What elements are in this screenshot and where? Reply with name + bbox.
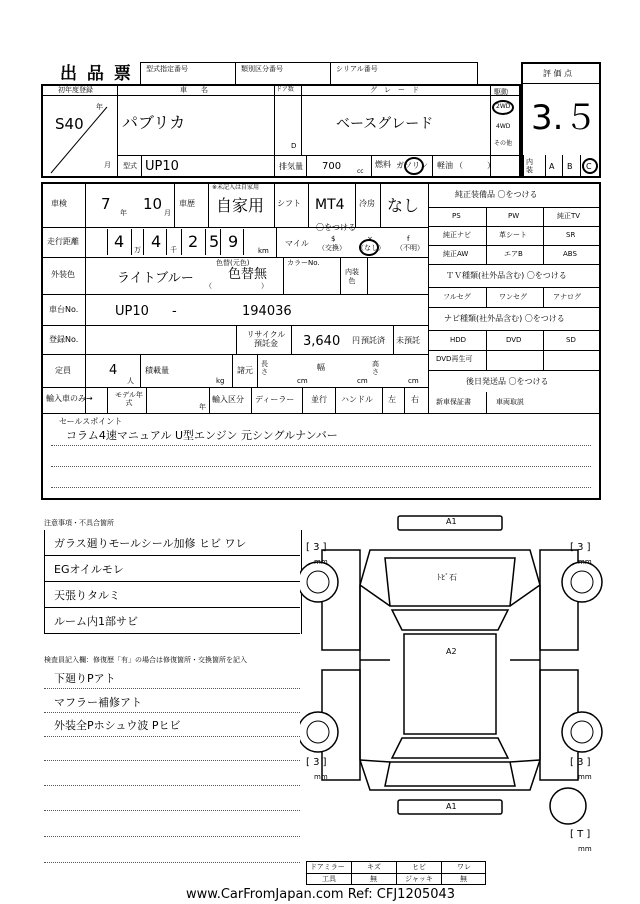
mileage-digit-1: 4 [114,232,125,251]
spare-mm: mm [578,845,592,853]
drive-4wd: 4WD [496,123,511,130]
history-note: ※未記入は自家用 [212,184,260,191]
capacity-label: 定員 [55,366,71,375]
model-value: UP10 [145,159,179,174]
model-year-unit: 年 [199,403,206,411]
legend-jack-value: 無 [460,875,467,883]
spare-bracket: [ T ] [570,829,591,840]
ac-label: 冷房 [359,199,375,208]
drive-other: その他 [494,140,513,147]
navi-sd: SD [566,336,576,344]
length-label: 長さ [261,360,268,376]
score-label: 評 価 点 [543,69,573,78]
color-change-value: 色替無 [228,267,268,282]
note-line-2: EGオイルモレ [54,563,124,576]
later-warranty: 新車保証書 [436,398,471,406]
month-unit: 月 [104,161,111,169]
mileage-digit-5: 9 [228,232,239,251]
car-name-label: 車 名 [180,86,208,94]
tire-rr-mm: mm [578,773,592,781]
diesel-label: 軽油 [437,161,453,170]
inspection-year-unit: 年 [120,209,127,217]
length-cm: cm [297,377,308,385]
capacity-value: 4 [109,363,118,378]
inspector-line-3: 外装全Pホシュウ波 Pヒビ [54,719,181,732]
later-title: 後日発送品 〇をつける [466,377,549,386]
legend-scratch: キズ [367,863,381,871]
inspector-label: 検査員記入欄：修復歴「有」の場合は修復箇所・交換箇所を記入 [44,656,247,664]
equip-ps: PS [452,212,461,220]
handle-label: ハンドル [341,395,373,404]
legend-tools-value: 無 [370,875,377,883]
tire-fl-mm: mm [314,558,328,566]
mileage-man: 万 [134,246,141,254]
mile-exchange-sym: $ [331,235,336,243]
displacement-label: 排気量 [279,162,303,171]
history-value: 自家用 [216,196,265,215]
legend-jack: ジャッキ [405,875,433,883]
grade-value: ベースグレード [336,116,434,132]
mile-unknown-sym: f [407,235,410,243]
legend-break: ワレ [457,863,471,871]
color-change-label: 色替(元色) [216,259,250,267]
interior-b: B [567,162,573,171]
interior-c: C [586,162,592,171]
equip-navi: 純正ナビ [443,231,471,239]
width-cm: cm [357,377,368,385]
doors-label: ドア数 [276,86,294,93]
dealer: ディーラー [255,395,295,404]
inspector-line-2: マフラー補修アト [54,696,142,709]
mile-none-circle [359,239,379,256]
sales-point-text: コラム4速マニュアル U型エンジン 元シングルナンバー [66,429,338,442]
roof-note: ﾄﾋﾞ石 [437,573,457,582]
note-line-1: ガラス廻りモールシール加修 ヒビ ワレ [54,537,247,550]
hood [385,558,515,606]
navi-hdd: HDD [450,336,467,344]
interior-label: 内装 [526,158,533,174]
chassis-dash: - [172,304,177,319]
body-outline [360,550,540,790]
equip-airbag: エアB [504,250,523,258]
windshield [392,610,508,630]
damage-a1-rear: A1 [446,802,457,811]
load-unit: kg [216,377,225,385]
mileage-sen: 千 [170,246,177,254]
equip-pw: PW [508,212,520,220]
mile-exchange: （交換） [318,244,346,252]
recycle-unpaid: 未預託 [396,336,420,345]
recycle-paid: 預託済 [361,336,385,345]
rear-right-wheel [562,712,602,752]
mileage-digit-2: 4 [151,232,162,251]
mileage-km: km [258,247,269,255]
recycle-unit: 円 [352,336,360,345]
inspection-label: 車検 [51,199,67,208]
shift-value: MT4 [315,197,345,213]
ac-value: なし [387,196,420,215]
width-label: 幅 [317,363,325,372]
equip-tv: 純正TV [557,212,581,220]
first-reg-value: S40 [55,115,84,133]
front-left-wheel [300,562,338,602]
navi-title: ナビ種類(社外品含む) 〇をつける [444,314,565,323]
capacity-unit: 人 [127,377,134,385]
dims-label: 諸元 [237,366,253,375]
interior-a: A [549,162,555,171]
height-cm: cm [408,377,419,385]
notes-label: 注意事項・不具合箇所 [44,519,114,527]
tv-title: ＴＶ種類(社外品含む) 〇をつける [446,271,567,280]
later-manual: 車両取説 [496,398,524,406]
serial-label: シリアル番号 [336,65,378,73]
tire-fr-mm: mm [578,558,592,566]
page-title: 出 品 票 [60,64,133,84]
front-right-wheel [562,562,602,602]
car-name-value: パブリカ [122,113,186,132]
equip-leather: 革シート [499,231,527,239]
import-class-label: 輸入区分 [212,395,244,404]
inspection-year: 7 [101,195,111,213]
tv-oneseg: ワンセグ [499,293,527,301]
spare-tire [550,788,586,824]
shift-label: シフト [277,199,301,208]
ext-color-label: 外装色 [51,270,75,279]
mileage-digit-4: 5 [209,232,220,251]
score-value: 3.５ [531,98,598,138]
load-label: 積載量 [145,366,169,375]
trunk [385,762,515,786]
color-no-label: カラーNo. [287,259,320,267]
rear-glass [392,738,508,758]
grade-label: グ レ ー ド [370,86,419,94]
note-line-4: ルーム内1部サビ [54,615,138,628]
mile-label: マイル [285,239,309,248]
displacement-unit: cc [357,168,364,175]
left: 左 [388,395,396,404]
equipment-title: 純正装備品 〇をつける [455,190,538,199]
mileage-label: 走行距離 [47,237,79,246]
model-cert-label: 型式指定番号 [146,65,188,73]
diesel-paren: （ ） [455,161,495,170]
equip-sr: SR [566,231,576,239]
legend-tools: 工具 [322,875,336,883]
mile-unknown: （不明） [396,244,424,252]
tire-fl-bracket: [ 3 ] [306,542,327,553]
drive-label: 駆動 [494,88,508,96]
chassis-prefix: UP10 [115,304,149,319]
doors-suffix: D [291,142,297,150]
model-label: 型式 [123,162,137,170]
tv-fullseg: フルセグ [443,293,471,301]
fuel-circle [404,157,424,175]
height-label: 高さ [372,360,379,376]
sales-point-label: セールスポイント [59,417,123,426]
first-reg-label: 初年度登録 [58,86,93,94]
ext-color-value: ライトブルー [117,271,194,286]
damage-a1-front: A1 [446,517,457,526]
fuel-value: ガソリン [396,161,428,170]
import-label: 輸入車のみ→ [46,394,93,403]
parallel: 並行 [311,395,327,404]
damage-a2: A2 [446,647,457,656]
reg-no-label: 登録No. [49,335,79,344]
mile-none-sym: × [367,235,373,243]
recycle-value: 3,640 [303,334,341,349]
legend-mirror: ドアミラー [310,863,345,871]
mile-none: （なし） [357,244,385,252]
class-label: 類別区分番号 [241,65,283,73]
inspection-month-unit: 月 [164,209,171,217]
watermark: www.CarFromJapan.com Ref: CFJ1205043 [186,887,456,902]
inspector-line-1: 下廻りPアト [54,672,116,685]
tire-rl-bracket: [ 3 ] [306,757,327,768]
equip-abs: ABS [563,250,577,258]
mileage-digit-3: 2 [188,232,199,251]
tire-rl-mm: mm [314,773,328,781]
legend-crack: ヒビ [412,863,426,871]
equip-aw: 純正AW [443,250,469,258]
int-color-label: 内装色 [345,268,359,285]
drive-2wd: 2WD [496,103,511,110]
history-label: 車歴 [179,199,195,208]
fuel-label: 燃料 [375,160,391,169]
rear-left-wheel [300,712,338,752]
recycle-label: リサイクル預託金 [246,330,286,348]
tire-fr-bracket: [ 3 ] [570,542,591,553]
navi-dvd-play: DVD再生可 [436,355,473,363]
car-damage-diagram [300,510,610,830]
circle-note: 〇をつける [316,223,356,232]
color-change-paren: （ ） [205,282,268,290]
header-field-row [140,62,478,86]
navi-dvd: DVD [506,336,522,344]
displacement-value: 700 [322,161,342,172]
model-year-label: モデル年式 [115,391,143,407]
chassis-label: 車台No. [49,305,79,314]
interior-c-circle [582,158,598,174]
right: 右 [411,395,419,404]
chassis-number: 194036 [242,304,292,319]
inspection-month: 10 [143,195,163,213]
tv-analog: アナログ [553,293,581,301]
tire-rr-bracket: [ 3 ] [570,757,591,768]
note-line-3: 天張りタルミ [54,589,120,602]
year-unit: 年 [96,103,103,111]
